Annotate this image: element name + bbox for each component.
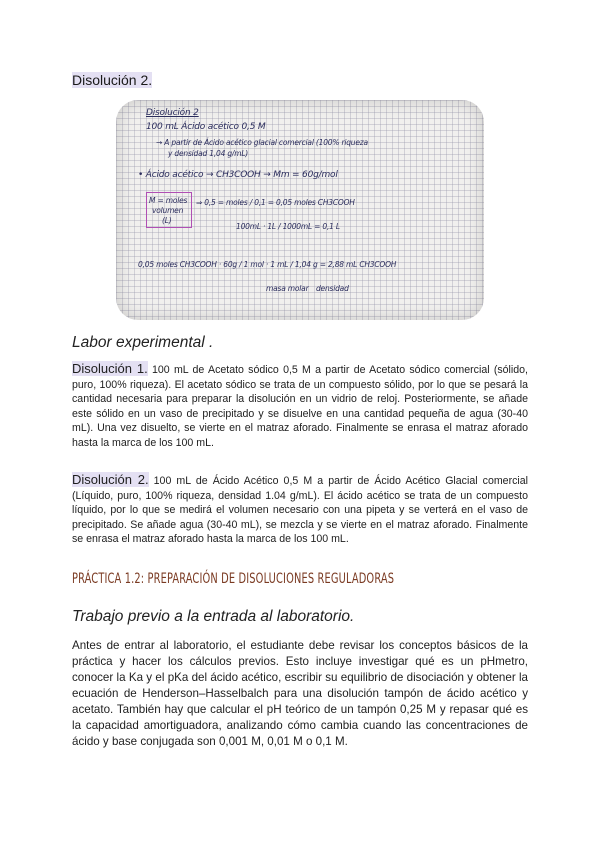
disolucion-2-text: 100 mL de Ácido Acético 0,5 M a partir de Ácido Acético Glacial comercial (Líquido, puro, 100% riqueza, densidad 1.04 g/mL). El ácido acético se trata de un compuesto líquido, por lo que se medirá el volumen necesario con una pipeta y se verterá en el vaso de precipitado. Se añade agua (30-40 mL), se mezcla y se vierte en el matraz aforado. Finalmente se enrasa el matraz aforado hasta la marca de los 100 mL.	[72, 475, 528, 545]
notes-line-4: • Ácido acético → CH3COOH → Mm = 60g/mol	[138, 170, 338, 180]
trabajo-previo-heading: Trabajo previo a la entrada al laboratorio.	[72, 608, 355, 625]
notes-line-6: 100mL · 1L / 1000mL = 0,1 L	[236, 222, 340, 231]
disolucion-2-label: Disolución 2.	[72, 472, 149, 487]
notes-line-3: y densidad 1,04 g/mL)	[168, 149, 249, 158]
disolucion-1-paragraph	[72, 362, 528, 450]
disolucion-2-paragraph	[72, 473, 528, 547]
notes-line-1: 100 mL Ácido acético 0,5 M	[146, 122, 266, 132]
notes-line-5: ⇒ 0,5 = moles / 0,1 = 0,05 moles CH3COOH	[196, 198, 355, 207]
notes-box-bottom: volumen	[152, 206, 184, 215]
notebook-photo	[116, 100, 484, 320]
notes-label-masa-molar: masa molar	[266, 284, 309, 293]
heading-disolucion-2: Disolución 2.	[72, 72, 153, 88]
notes-line-2: → A partir de Ácido acético glacial comercial (100% riqueza	[156, 138, 368, 147]
notes-line-7: 0,05 moles CH3COOH · 60g / 1 mol · 1 mL / 1,04 g = 2,88 mL CH3COOH	[138, 260, 397, 269]
trabajo-previo-text: Antes de entrar al laboratorio, el estudiante debe revisar los conceptos básicos de la práctica y hacer los cálculos previos. Esto incluye investigar qué es un pHmetro, conocer la Ka y el pKa del ácido acético, escribir su equilibrio de disociación y obtener la ecuación de Henderson–Hasselbalch para una disolución tampón de ácido acético y acetato. También hay que calcular el pH teórico de un tampón 0,25 M y repasar qué es la capacidad amortiguadora, analizando cómo cambia cuando las concentraciones de ácido y base conjugada son 0,001 M, 0,01 M o 0,1 M.	[72, 639, 528, 748]
notes-title: Disolución 2	[146, 108, 199, 118]
disolucion-1-text: 100 mL de Acetato sódico 0,5 M a partir de Acetato sódico comercial (sólido, puro, 100% riqueza). El acetato sódico se trata de un compuesto sólido, por lo que se pesará la cantidad necesaria para preparar la disolución en un vidrio de reloj. Posteriormente, se añade este sólido en un vaso de precipitado y se disuelve en una cantidad pequeña de agua (30-40 mL). Una vez disuelto, se vierte en el matraz aforado. Finalmente se enrasa el matraz aforado hasta la marca de los 100 mL.	[72, 364, 528, 449]
notes-label-densidad: densidad	[316, 284, 349, 293]
labor-experimental-heading: Labor experimental .	[72, 334, 214, 351]
notes-box-unit: (L)	[162, 216, 172, 225]
disolucion-1-label: Disolución 1.	[72, 361, 148, 376]
practice-title: PRÁCTICA 1.2: PREPARACIÓN DE DISOLUCIONES REGULADORAS	[72, 571, 395, 587]
notes-box-top: M = moles	[149, 196, 188, 205]
